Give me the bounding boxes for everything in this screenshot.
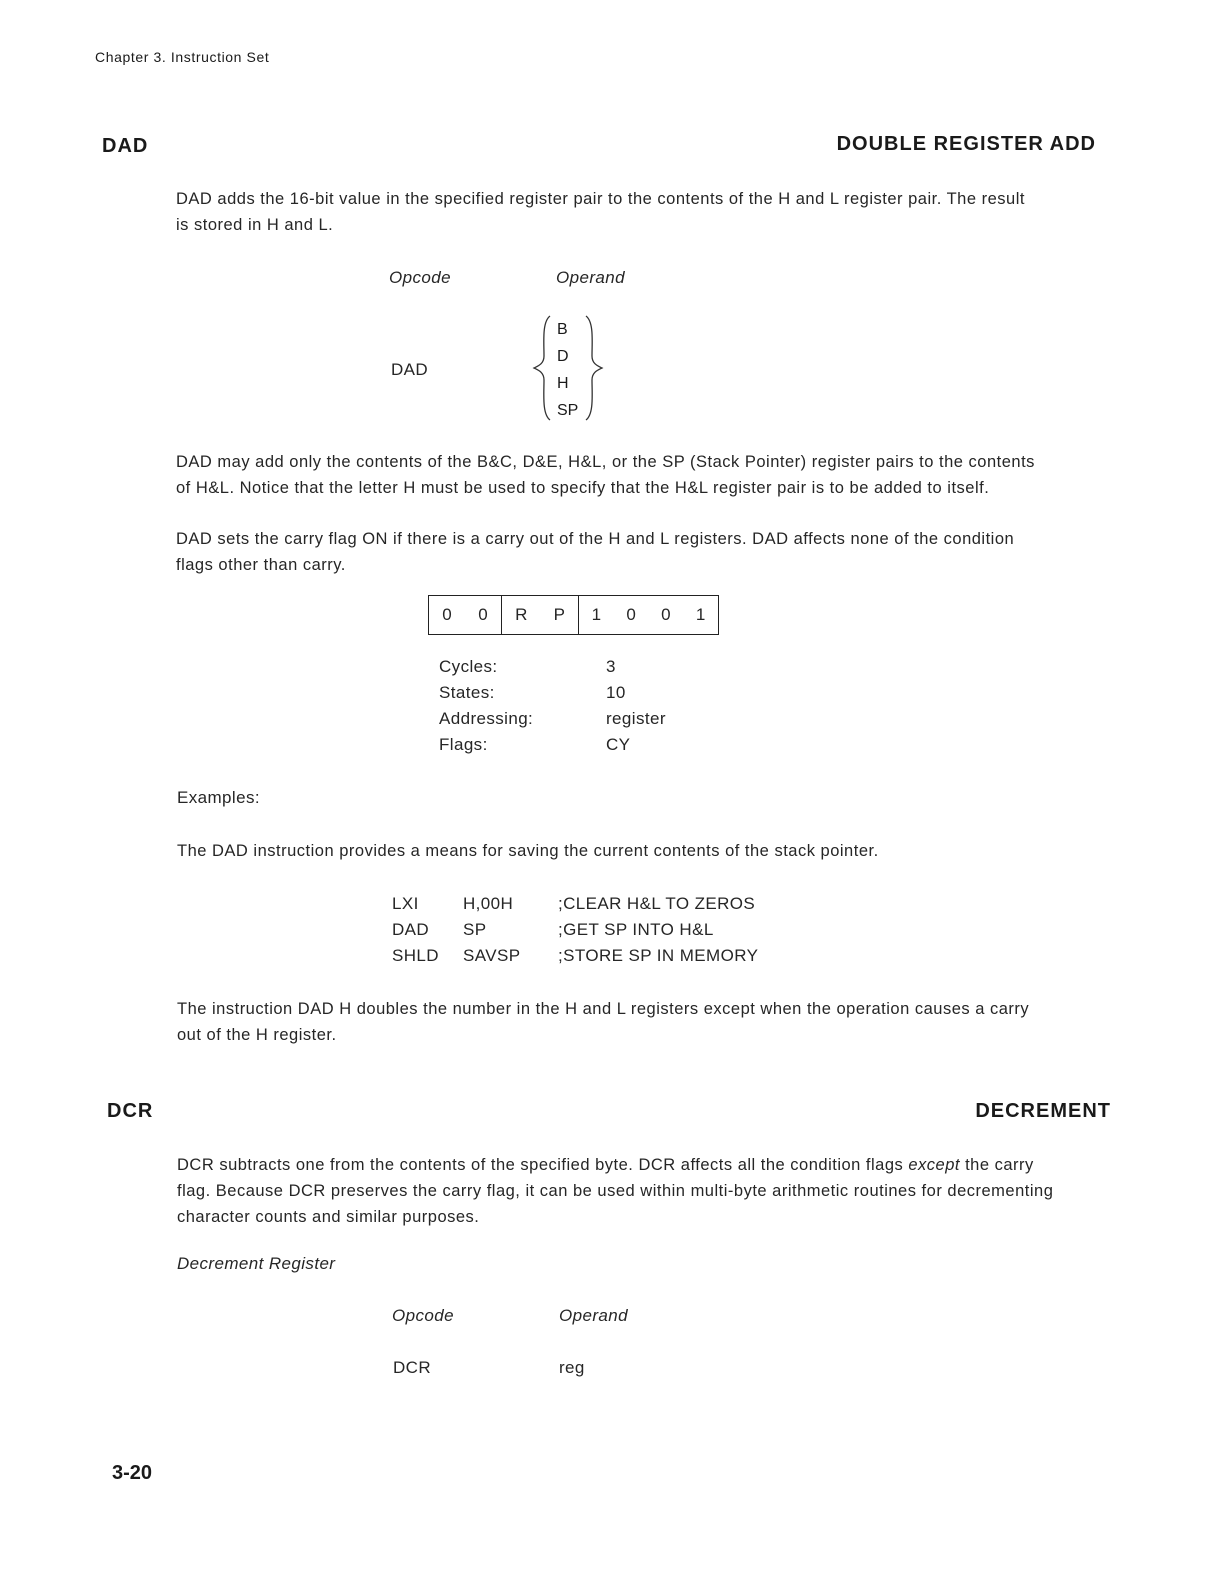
dcr-title-heading: DECREMENT: [975, 1100, 1111, 1122]
code-comment: ;STORE SP IN MEMORY: [558, 946, 759, 965]
dad-title-heading: DOUBLE REGISTER ADD: [836, 133, 1096, 155]
dcr-operand: reg: [559, 1358, 585, 1377]
timing-row: [439, 706, 666, 732]
dad-code-example: [392, 891, 758, 969]
code-op: DAD: [392, 920, 430, 939]
dcr-mnemonic-heading: DCR: [107, 1100, 154, 1122]
timing-row: [439, 732, 666, 758]
timing-label: Addressing:: [439, 709, 534, 728]
text-line: flags other than carry.: [176, 556, 346, 574]
text-line: is stored in H and L.: [176, 216, 334, 234]
page-number: 3-20: [112, 1462, 153, 1484]
timing-label: States:: [439, 683, 495, 702]
dad-opcode: DAD: [391, 360, 429, 379]
operand-item: D: [557, 348, 569, 365]
dad-operand-list: [557, 316, 578, 424]
dad-encoding-table: [428, 595, 719, 635]
encoding-field: [502, 596, 579, 635]
dad-intro-paragraph: [176, 186, 1025, 238]
text-line: The instruction DAD H doubles the number in the H and L registers except when the operation causes a carry: [177, 1000, 1030, 1018]
encoding-bit: 0: [442, 605, 452, 624]
timing-value: 3: [606, 657, 616, 676]
encoding-field: [579, 596, 719, 635]
timing-value: register: [606, 709, 666, 728]
code-line: [392, 943, 758, 969]
timing-value: 10: [606, 683, 626, 702]
dcr-intro-paragraph: [177, 1152, 1053, 1230]
encoding-bit: P: [553, 605, 565, 624]
dad-operand-header: Operand: [556, 268, 625, 287]
dad-mnemonic-heading: DAD: [102, 135, 149, 157]
code-op: SHLD: [392, 946, 439, 965]
dad-opcode-header: Opcode: [389, 268, 451, 287]
dad-paragraph-2: [176, 449, 1035, 501]
text-line: DAD may add only the contents of the B&C, D&E, H&L, or the SP (Stack Pointer) register pairs to the contents: [176, 453, 1035, 471]
code-arg: SAVSP: [463, 946, 521, 965]
timing-row: [439, 654, 666, 680]
text-line: DCR subtracts one from the contents of the specified byte. DCR affects all the condition flags except the carry: [177, 1156, 1034, 1174]
encoding-bit: 0: [626, 605, 636, 624]
text-line: out of the H register.: [177, 1026, 337, 1044]
encoding-bit: 1: [591, 605, 602, 624]
example-description: The DAD instruction provides a means for saving the current contents of the stack pointer.: [177, 842, 879, 860]
running-head: Chapter 3. Instruction Set: [95, 49, 270, 65]
dad-timing-table: [439, 654, 666, 758]
timing-label: Flags:: [439, 735, 488, 754]
encoding-bit: 1: [695, 605, 706, 624]
code-arg: SP: [463, 920, 487, 939]
code-comment: ;GET SP INTO H&L: [558, 920, 714, 939]
encoding-field: [429, 596, 502, 635]
encoding-bit: 0: [478, 605, 488, 624]
code-arg: H,00H: [463, 894, 514, 913]
text-line: DAD adds the 16-bit value in the specified register pair to the contents of the H and L register pair. The result: [176, 190, 1025, 208]
text-line: flag. Because DCR preserves the carry flag, it can be used within multi-byte arithmetic routines for decrementing: [177, 1182, 1054, 1200]
code-line: [392, 917, 758, 943]
timing-label: Cycles:: [439, 657, 498, 676]
timing-value: CY: [606, 735, 631, 754]
code-line: [392, 891, 758, 917]
text-line: of H&L. Notice that the letter H must be used to specify that the H&L register pair is to be added to itself.: [176, 479, 990, 497]
text-line: character counts and similar purposes.: [177, 1208, 480, 1226]
dad-closing-paragraph: [177, 996, 1029, 1048]
dcr-opcode-header: Opcode: [392, 1306, 454, 1325]
dad-paragraph-3: [176, 526, 1014, 578]
text-line: DAD sets the carry flag ON if there is a carry out of the H and L registers. DAD affects none of the condition: [176, 530, 1015, 548]
examples-label: Examples:: [177, 788, 260, 807]
operand-item: SP: [557, 402, 579, 419]
encoding-bit: R: [515, 605, 528, 624]
code-comment: ;CLEAR H&L TO ZEROS: [558, 894, 756, 913]
operand-item: B: [557, 321, 568, 338]
dcr-operand-header: Operand: [559, 1306, 628, 1325]
dcr-opcode: DCR: [393, 1358, 432, 1377]
operand-item: H: [557, 375, 569, 392]
encoding-bit: 0: [661, 605, 671, 624]
dcr-subsection-heading: Decrement Register: [177, 1254, 336, 1273]
timing-row: [439, 680, 666, 706]
code-op: LXI: [392, 894, 419, 913]
